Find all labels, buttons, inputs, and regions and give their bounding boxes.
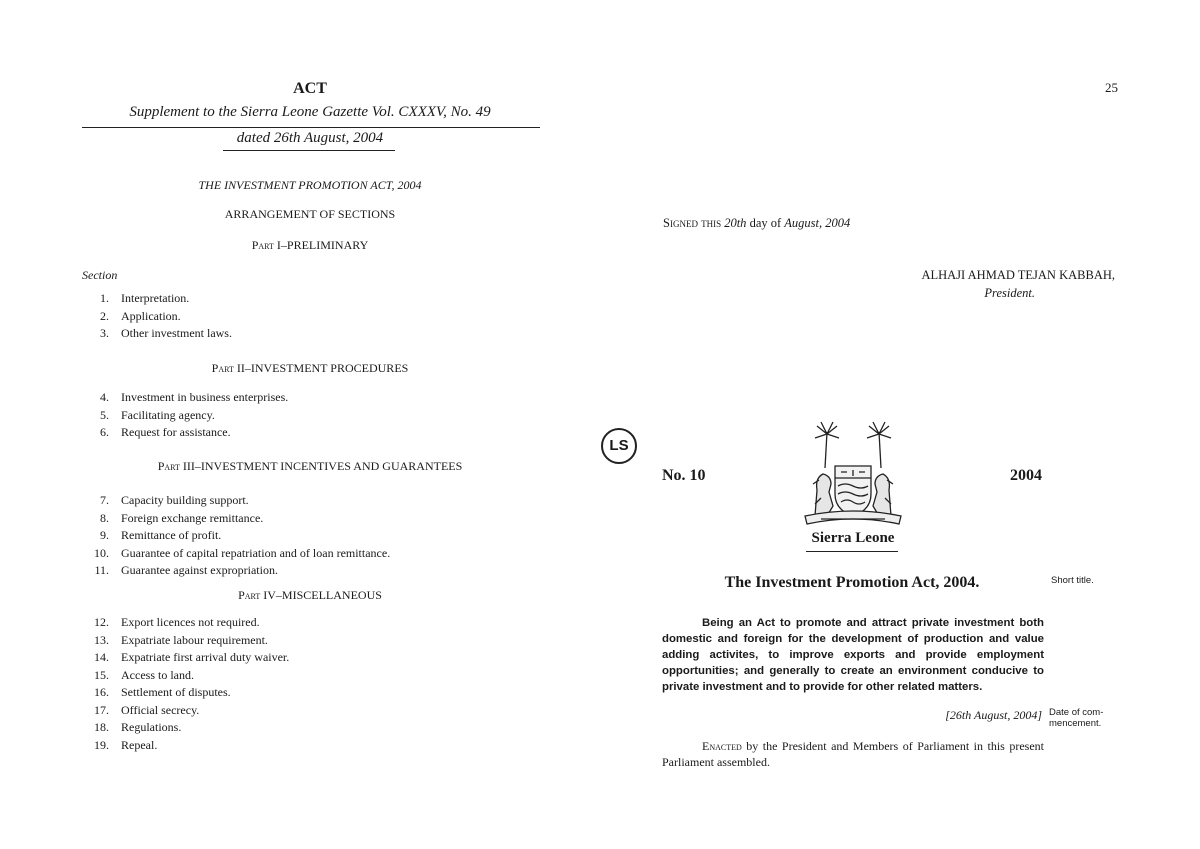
section-list <box>82 290 232 343</box>
section-title: Guarantee against expropriation. <box>121 563 278 577</box>
section-number: 4. <box>100 390 109 404</box>
section-number: 12. <box>94 615 109 629</box>
part-heading: Part IV–MISCELLANEOUS <box>238 588 382 602</box>
section-number: 17. <box>94 702 109 717</box>
section-list <box>82 492 390 580</box>
section-title: Export licences not required. <box>121 615 260 629</box>
arrangement-heading: ARRANGEMENT OF SECTIONS <box>224 207 396 221</box>
section-list <box>82 389 288 442</box>
act-year: 2004 <box>1010 467 1042 484</box>
section-title: Regulations. <box>121 720 182 734</box>
enacting-text: by the President and Members of Parliament in this present Parliament assembled. <box>662 739 1044 769</box>
section-number: 13. <box>94 632 109 647</box>
section-number: 2. <box>100 308 109 323</box>
section-item <box>82 702 289 720</box>
section-item <box>82 684 289 702</box>
section-item <box>82 407 288 425</box>
section-item <box>82 527 390 545</box>
ls-seal: LS <box>601 428 637 464</box>
section-number: 14. <box>94 650 109 664</box>
section-item <box>82 545 390 563</box>
commencement-note-line: Date of com- <box>1049 707 1104 718</box>
act-number: No. 10 <box>662 467 706 484</box>
section-number: 3. <box>100 326 109 340</box>
section-number: 9. <box>100 528 109 542</box>
header-rule <box>82 127 540 128</box>
short-title-margin-note: Short title. <box>1051 575 1094 586</box>
section-item <box>82 719 289 737</box>
section-item <box>82 737 289 755</box>
commencement-note-line: mencement. <box>1049 718 1102 729</box>
section-item <box>82 389 288 407</box>
section-title: Remittance of profit. <box>121 528 222 542</box>
gazette-supplement-line: Supplement to the Sierra Leone Gazette Vol. CXXXV, No. 49 <box>129 104 491 120</box>
section-title: Investment in business enterprises. <box>121 390 289 404</box>
section-item <box>82 649 289 667</box>
coat-of-arms-emblem <box>795 420 911 532</box>
section-number: 18. <box>94 720 109 734</box>
act-main-title: The Investment Promotion Act, 2004. <box>724 574 980 591</box>
section-title: Other investment laws. <box>121 326 232 340</box>
long-title: Being an Act to promote and attract private investment both domestic and foreign for the development of production and value adding activites, to improve exports and provide employment opportunities; and generally to create an environment conducive to private investment and to provide for other related matters. <box>662 617 1044 693</box>
section-number: 6. <box>100 425 109 439</box>
section-number: 5. <box>100 407 109 422</box>
section-number: 16. <box>94 685 109 699</box>
section-item <box>82 562 390 580</box>
section-item <box>82 325 232 343</box>
gazette-date-line: dated 26th August, 2004 <box>236 130 384 146</box>
president-name: ALHAJI AHMAD TEJAN KABBAH, <box>921 268 1115 282</box>
section-number: 7. <box>100 493 109 507</box>
president-title: President. <box>984 286 1035 300</box>
section-title: Expatriate first arrival duty waiver. <box>121 650 290 664</box>
signed-line <box>663 216 850 231</box>
section-title: Settlement of disputes. <box>121 685 231 699</box>
act-heading: ACT <box>293 80 327 97</box>
date-rule <box>223 150 395 151</box>
part-heading: Part III–INVESTMENT INCENTIVES AND GUARANTEES <box>157 459 463 473</box>
signed-month-year: August, 2004 <box>784 216 851 230</box>
section-item <box>82 667 289 685</box>
signed-prefix: Signed this <box>663 216 725 230</box>
commencement-date: [26th August, 2004] <box>945 708 1042 722</box>
section-number: 19. <box>94 737 109 752</box>
section-item <box>82 290 232 308</box>
section-title: Access to land. <box>121 667 194 682</box>
section-title: Request for assistance. <box>121 425 231 439</box>
section-title: Application. <box>121 308 181 323</box>
section-title: Repeal. <box>121 737 158 752</box>
section-number: 1. <box>100 291 109 305</box>
part-heading: Part I–PRELIMINARY <box>251 238 369 252</box>
section-title: Guarantee of capital repatriation and of loan remittance. <box>121 545 391 560</box>
country-rule <box>806 551 898 552</box>
enacting-word: Enacted <box>702 739 742 753</box>
section-title: Capacity building support. <box>121 493 249 507</box>
section-number: 8. <box>100 510 109 525</box>
section-item <box>82 632 289 650</box>
section-item <box>82 492 390 510</box>
section-item <box>82 510 390 528</box>
signed-day: 20th <box>724 216 747 230</box>
section-title: Foreign exchange remittance. <box>121 510 264 525</box>
act-title-italic: THE INVESTMENT PROMOTION ACT, 2004 <box>198 178 422 192</box>
section-item <box>82 614 289 632</box>
commencement-margin-note <box>1049 707 1103 729</box>
country-name: Sierra Leone <box>811 530 895 546</box>
part-heading: Part II–INVESTMENT PROCEDURES <box>211 361 409 375</box>
section-list <box>82 614 289 754</box>
section-title: Interpretation. <box>121 291 190 305</box>
section-title: Facilitating agency. <box>121 407 215 422</box>
section-number: 11. <box>94 563 109 577</box>
section-item <box>82 424 288 442</box>
page-number: 25 <box>1105 80 1118 95</box>
section-item <box>82 308 232 326</box>
section-label: Section <box>82 268 118 282</box>
section-number: 10. <box>94 545 109 560</box>
section-title: Official secrecy. <box>121 702 200 717</box>
enacting-clause <box>662 739 1044 770</box>
section-title: Expatriate labour requirement. <box>121 632 268 647</box>
signed-middle: day of <box>746 216 785 230</box>
section-number: 15. <box>94 667 109 682</box>
